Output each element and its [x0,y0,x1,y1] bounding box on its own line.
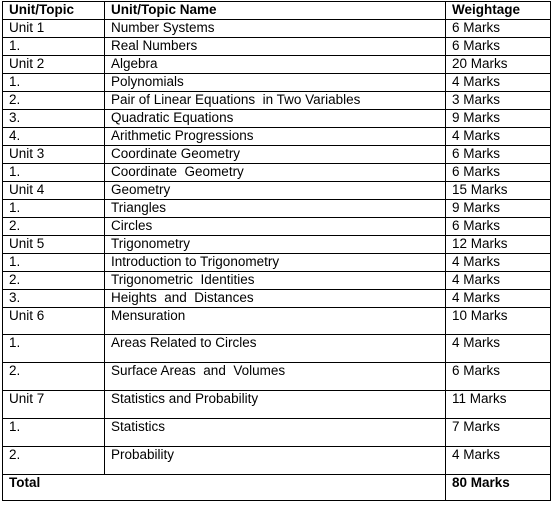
unit-cell: 2. [3,447,105,475]
unit-cell: 2. [3,92,105,110]
unit-cell: Unit 5 [3,236,105,254]
table-row [3,200,551,218]
weight-cell: 20 Marks [446,56,551,74]
name-cell: Statistics [105,419,446,447]
name-cell: Probability [105,447,446,475]
unit-cell: 2. [3,218,105,236]
weight-cell: 12 Marks [446,236,551,254]
name-cell: Quadratic Equations [105,110,446,128]
table-row [3,363,551,391]
weight-cell: 6 Marks [446,164,551,182]
weight-cell: 15 Marks [446,182,551,200]
name-cell: Trigonometry [105,236,446,254]
weight-cell: 6 Marks [446,218,551,236]
header-weightage: Weightage [446,2,551,20]
weight-cell: 10 Marks [446,308,551,335]
unit-cell: 1. [3,254,105,272]
table-row [3,56,551,74]
weight-cell: 3 Marks [446,92,551,110]
table-row [3,146,551,164]
table-row [3,92,551,110]
total-label: Total [3,475,105,501]
weight-cell: 6 Marks [446,20,551,38]
name-cell: Heights and Distances [105,290,446,308]
name-cell: Coordinate Geometry [105,164,446,182]
table-row [3,182,551,200]
name-cell: Introduction to Trigonometry [105,254,446,272]
unit-cell: Unit 7 [3,391,105,419]
name-cell: Number Systems [105,20,446,38]
name-cell: Circles [105,218,446,236]
total-row [3,475,551,501]
unit-cell: 1. [3,335,105,363]
unit-cell: 1. [3,164,105,182]
unit-cell: 3. [3,110,105,128]
table-row [3,164,551,182]
name-cell: Statistics and Probability [105,391,446,419]
table-row [3,20,551,38]
table-row [3,391,551,419]
table-row [3,110,551,128]
unit-cell: Unit 2 [3,56,105,74]
weight-cell: 9 Marks [446,200,551,218]
table-row [3,272,551,290]
header-unit-topic: Unit/Topic [3,2,105,20]
weight-cell: 4 Marks [446,74,551,92]
table-row [3,38,551,56]
name-cell: Mensuration [105,308,446,335]
weight-cell: 4 Marks [446,272,551,290]
total-weight: 80 Marks [446,475,551,501]
table-row [3,74,551,92]
name-cell: Surface Areas and Volumes [105,363,446,391]
unit-cell: Unit 1 [3,20,105,38]
header-unit-topic-name: Unit/Topic Name [105,2,446,20]
table-row [3,290,551,308]
table-row [3,308,551,335]
table-row [3,419,551,447]
name-cell: Pair of Linear Equations in Two Variables [105,92,446,110]
unit-cell: 1. [3,74,105,92]
name-cell: Algebra [105,56,446,74]
table-row [3,447,551,475]
weight-cell: 11 Marks [446,391,551,419]
unit-cell: 2. [3,363,105,391]
table-row [3,218,551,236]
weight-cell: 7 Marks [446,419,551,447]
table-row [3,128,551,146]
name-cell: Real Numbers [105,38,446,56]
unit-cell: Unit 4 [3,182,105,200]
unit-cell: 4. [3,128,105,146]
weight-cell: 4 Marks [446,290,551,308]
unit-cell: Unit 6 [3,308,105,335]
name-cell: Areas Related to Circles [105,335,446,363]
weight-cell: 6 Marks [446,363,551,391]
name-cell: Triangles [105,200,446,218]
weight-cell: 4 Marks [446,447,551,475]
name-cell: Arithmetic Progressions [105,128,446,146]
table-row [3,236,551,254]
name-cell: Polynomials [105,74,446,92]
unit-cell: 1. [3,38,105,56]
table-row [3,254,551,272]
name-cell: Trigonometric Identities [105,272,446,290]
table-row [3,335,551,363]
name-cell: Geometry [105,182,446,200]
unit-cell: 1. [3,200,105,218]
weight-cell: 4 Marks [446,254,551,272]
weight-cell: 4 Marks [446,128,551,146]
unit-cell: 3. [3,290,105,308]
total-spacer [105,475,446,501]
name-cell: Coordinate Geometry [105,146,446,164]
syllabus-weightage-table [2,1,551,501]
table-header-row [3,2,551,20]
weight-cell: 6 Marks [446,38,551,56]
unit-cell: 1. [3,419,105,447]
weight-cell: 9 Marks [446,110,551,128]
unit-cell: Unit 3 [3,146,105,164]
weight-cell: 6 Marks [446,146,551,164]
unit-cell: 2. [3,272,105,290]
weight-cell: 4 Marks [446,335,551,363]
